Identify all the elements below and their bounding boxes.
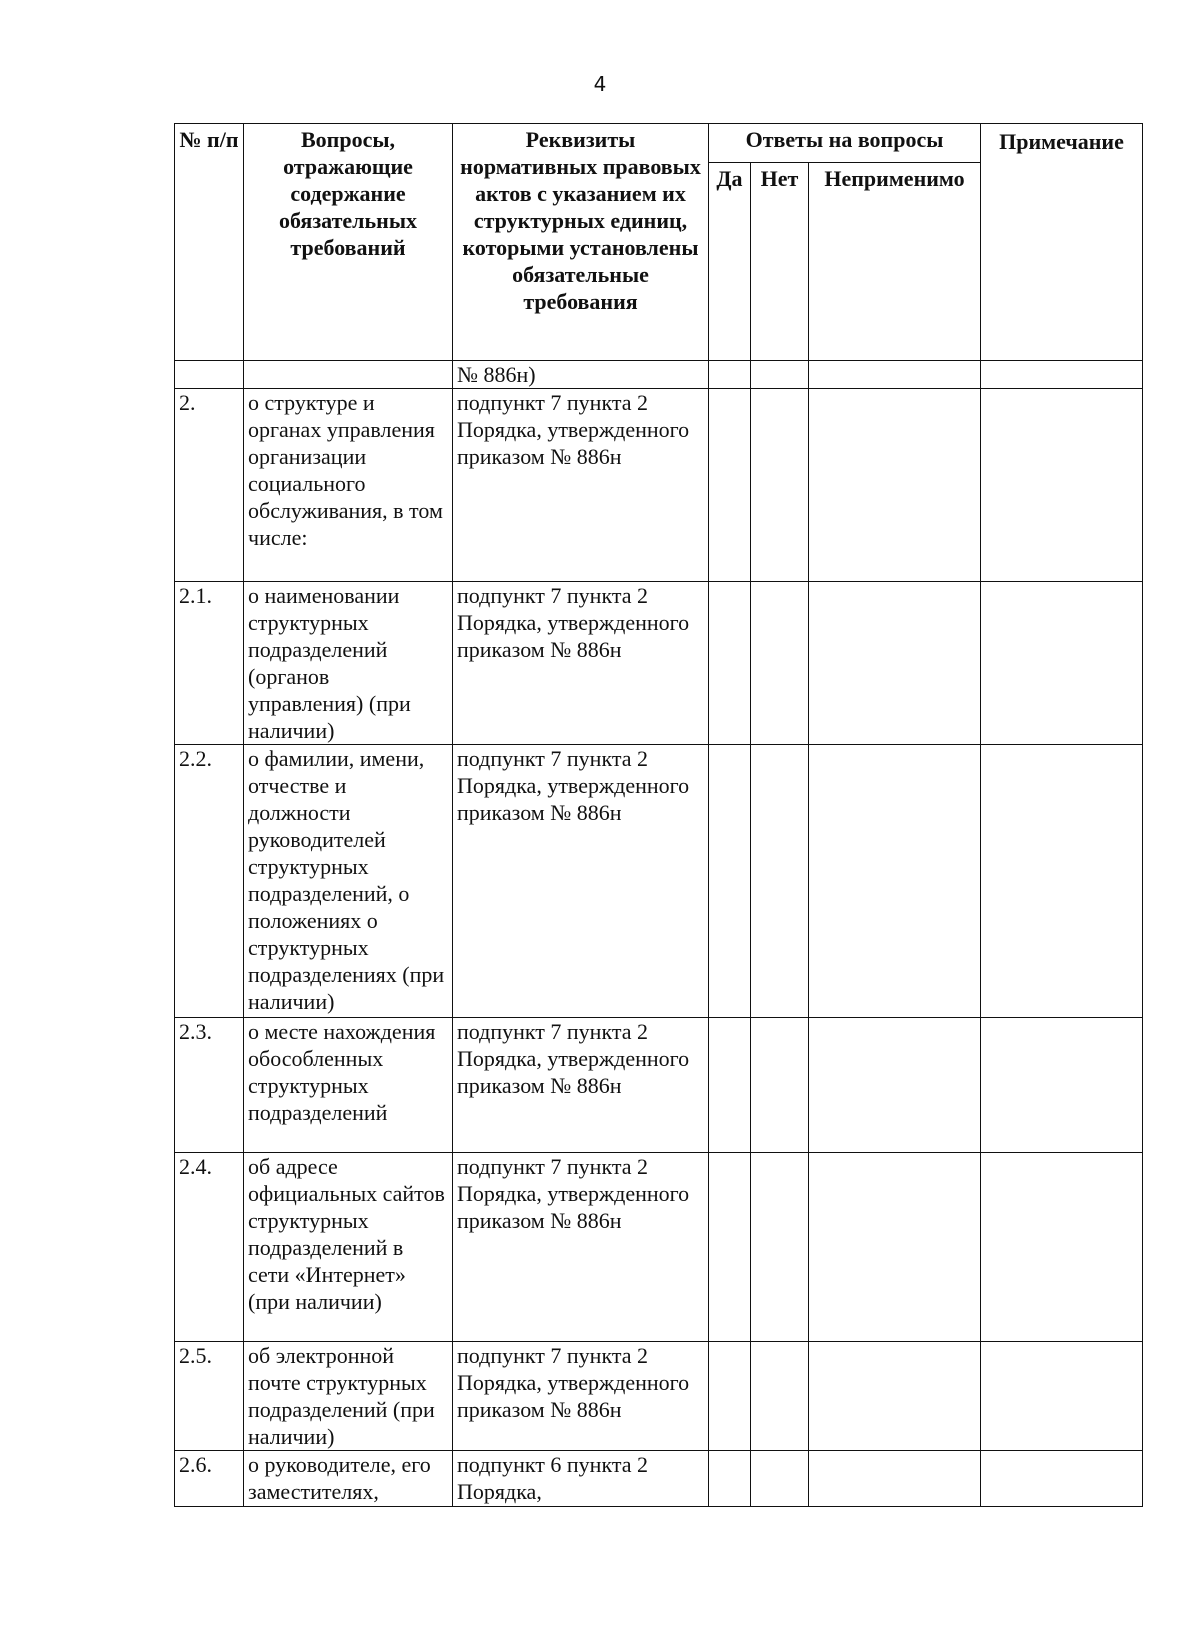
row-num: 2.2.	[175, 745, 244, 1018]
row-num: 2.	[175, 389, 244, 582]
answer-yes-cell[interactable]	[709, 745, 751, 1018]
row-question: о структуре и органах управления организации социального обслуживания, в том числе:	[244, 389, 453, 582]
table-row	[175, 1153, 1143, 1342]
header-num: № п/п	[175, 124, 244, 361]
header-questions: Вопросы, отражающие содержание обязательных требований	[244, 124, 453, 361]
row-reference: подпункт 7 пункта 2 Порядка, утвержденного приказом № 886н	[453, 745, 709, 1018]
answer-no-cell[interactable]	[751, 1018, 809, 1153]
continuation-text: № 886н)	[453, 361, 709, 389]
row-num: 2.4.	[175, 1153, 244, 1342]
row-reference: подпункт 7 пункта 2 Порядка, утвержденного приказом № 886н	[453, 582, 709, 745]
answer-na-cell[interactable]	[809, 1153, 981, 1342]
page-number: 4	[593, 72, 607, 96]
row-question: о руководителе, его заместителях,	[244, 1451, 453, 1507]
answer-no-cell[interactable]	[751, 1342, 809, 1451]
table-row	[175, 1451, 1143, 1507]
answer-yes-cell[interactable]	[709, 582, 751, 745]
answer-yes-cell[interactable]	[709, 389, 751, 582]
continuation-row	[175, 361, 1143, 389]
answer-yes-cell[interactable]	[709, 1153, 751, 1342]
checklist-table	[174, 123, 1143, 1507]
answer-yes-cell[interactable]	[709, 1342, 751, 1451]
table-row	[175, 745, 1143, 1018]
table-row	[175, 1018, 1143, 1153]
answer-yes-cell[interactable]	[709, 1018, 751, 1153]
note-cell[interactable]	[981, 1153, 1143, 1342]
cell-empty	[751, 361, 809, 389]
row-num: 2.1.	[175, 582, 244, 745]
cell-empty	[981, 361, 1143, 389]
table-row	[175, 389, 1143, 582]
header-no: Нет	[751, 163, 809, 361]
note-cell[interactable]	[981, 1451, 1143, 1507]
table-row	[175, 1342, 1143, 1451]
answer-na-cell[interactable]	[809, 1342, 981, 1451]
note-cell[interactable]	[981, 582, 1143, 745]
cell-empty	[809, 361, 981, 389]
row-question: о месте нахождения обособленных структурных подразделений	[244, 1018, 453, 1153]
header-note: Примечание	[981, 124, 1143, 361]
note-cell[interactable]	[981, 1342, 1143, 1451]
header-row	[175, 124, 1143, 163]
answer-na-cell[interactable]	[809, 389, 981, 582]
answer-no-cell[interactable]	[751, 1451, 809, 1507]
answer-no-cell[interactable]	[751, 389, 809, 582]
row-reference: подпункт 7 пункта 2 Порядка, утвержденного приказом № 886н	[453, 1018, 709, 1153]
row-num: 2.6.	[175, 1451, 244, 1507]
note-cell[interactable]	[981, 745, 1143, 1018]
answer-yes-cell[interactable]	[709, 1451, 751, 1507]
cell-empty	[244, 361, 453, 389]
row-reference: подпункт 7 пункта 2 Порядка, утвержденного приказом № 886н	[453, 389, 709, 582]
row-num: 2.3.	[175, 1018, 244, 1153]
row-question: о фамилии, имени, отчестве и должности руководителей структурных подразделений, о положениях о структурных подразделениях (при наличии)	[244, 745, 453, 1018]
header-references: Реквизиты нормативных правовых актов с указанием их структурных единиц, которыми установлены обязательные требования	[453, 124, 709, 361]
answer-na-cell[interactable]	[809, 745, 981, 1018]
row-num: 2.5.	[175, 1342, 244, 1451]
row-question: об адресе официальных сайтов структурных подразделений в сети «Интернет» (при наличии)	[244, 1153, 453, 1342]
row-question: о наименовании структурных подразделений (органов управления) (при наличии)	[244, 582, 453, 745]
note-cell[interactable]	[981, 389, 1143, 582]
table-row	[175, 582, 1143, 745]
cell-empty	[709, 361, 751, 389]
cell-empty	[175, 361, 244, 389]
answer-no-cell[interactable]	[751, 1153, 809, 1342]
answer-na-cell[interactable]	[809, 582, 981, 745]
header-yes: Да	[709, 163, 751, 361]
row-reference: подпункт 6 пункта 2 Порядка,	[453, 1451, 709, 1507]
row-question: об электронной почте структурных подразделений (при наличии)	[244, 1342, 453, 1451]
note-cell[interactable]	[981, 1018, 1143, 1153]
header-answers: Ответы на вопросы	[709, 124, 981, 163]
row-reference: подпункт 7 пункта 2 Порядка, утвержденного приказом № 886н	[453, 1153, 709, 1342]
row-reference: подпункт 7 пункта 2 Порядка, утвержденного приказом № 886н	[453, 1342, 709, 1451]
header-na: Неприменимо	[809, 163, 981, 361]
answer-na-cell[interactable]	[809, 1451, 981, 1507]
answer-na-cell[interactable]	[809, 1018, 981, 1153]
answer-no-cell[interactable]	[751, 745, 809, 1018]
answer-no-cell[interactable]	[751, 582, 809, 745]
